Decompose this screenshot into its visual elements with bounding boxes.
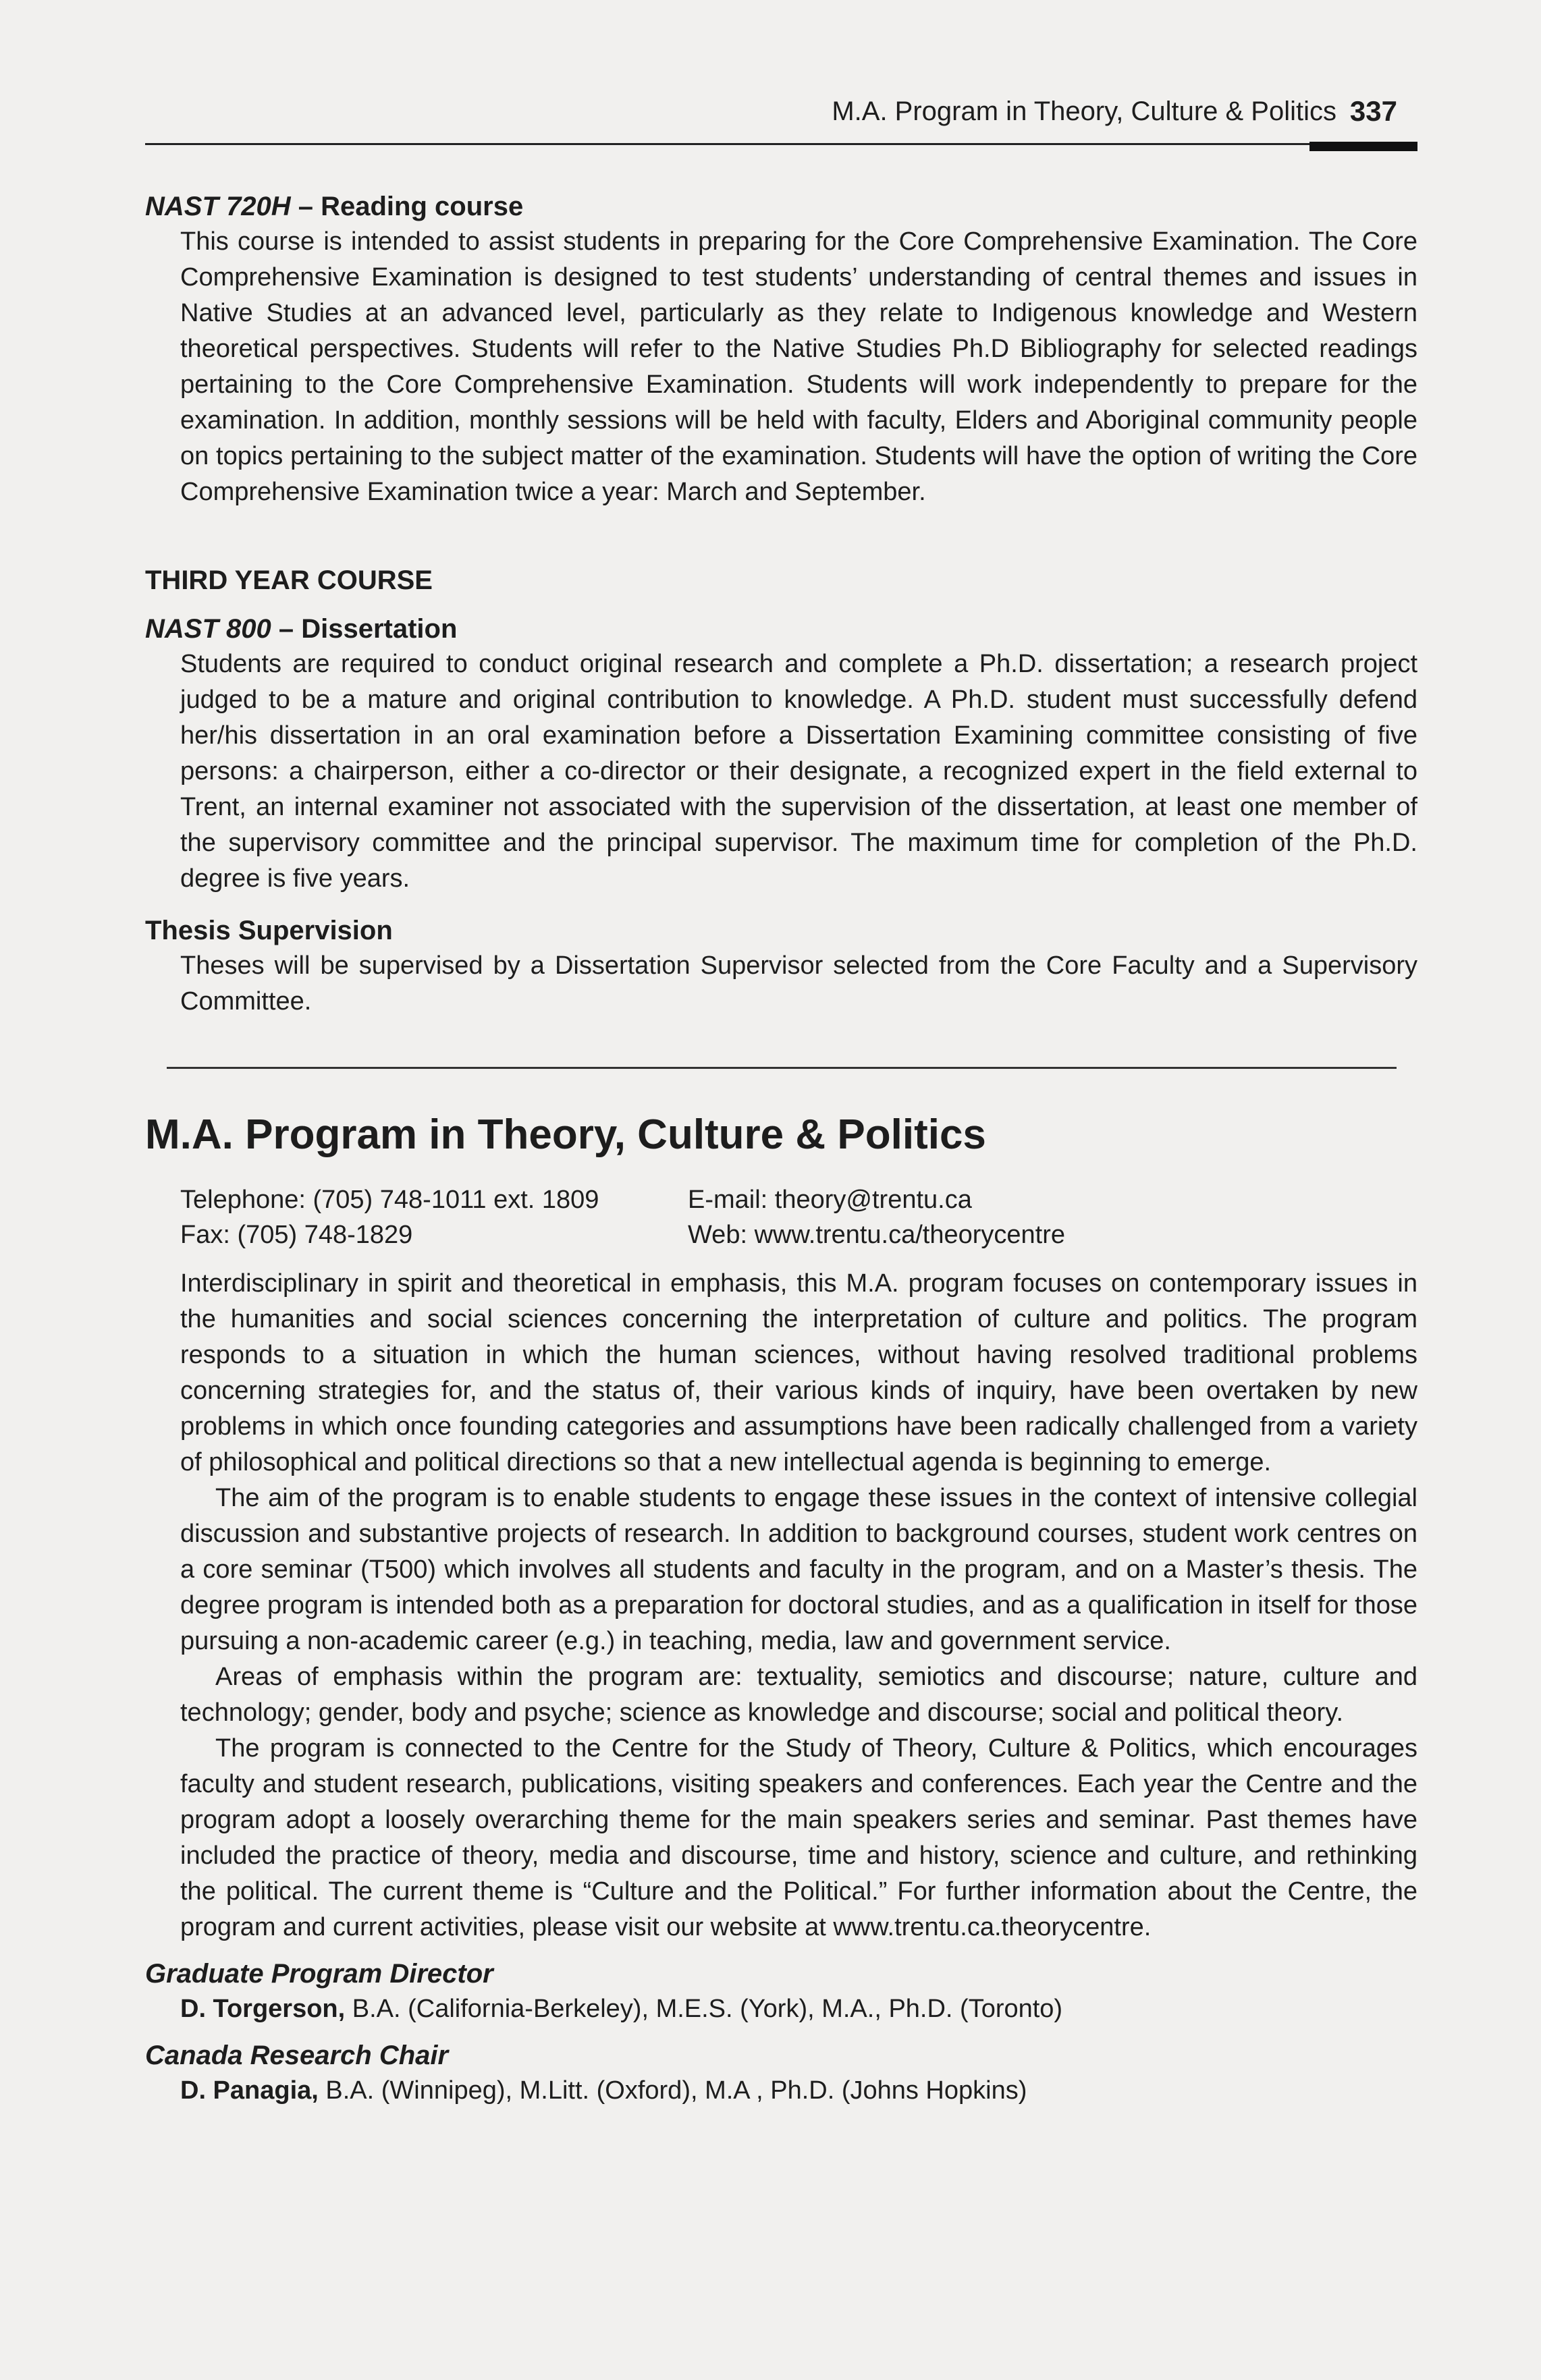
course-title-nast720	[145, 189, 1417, 224]
contact-row	[180, 1182, 1417, 1217]
section-divider	[167, 1067, 1397, 1069]
research-chair-credentials: B.A. (Winnipeg), M.Litt. (Oxford), M.A , Ph.D. (Johns Hopkins)	[318, 2076, 1027, 2105]
header-rule	[145, 143, 1417, 145]
program-paragraph: Areas of emphasis within the program are: textuality, semiotics and discourse; nature, culture and technology; gender, body and psyche; science as knowledge and discourse; social and political theory.	[180, 1663, 1417, 1727]
email-text: E-mail: theory@trentu.ca	[688, 1186, 972, 1214]
program-contact-block	[145, 1182, 1417, 1252]
research-chair-heading: Canada Research Chair	[145, 2041, 449, 2070]
course-name: Reading course	[321, 192, 524, 221]
contact-row	[180, 1217, 1417, 1252]
web-text: Web: www.trentu.ca/theorycentre	[688, 1221, 1065, 1249]
page-content	[145, 189, 1417, 2109]
thesis-supervision-text: Theses will be supervised by a Dissertation Supervisor selected from the Core Faculty and a Supervisory Committee.	[180, 951, 1417, 1016]
course-title-nast800	[145, 611, 1417, 646]
course-separator: –	[271, 614, 302, 644]
course-description-nast800: Students are required to conduct original research and complete a Ph.D. dissertation; a research project judged to be a mature and original contribution to knowledge. A Ph.D. student must successfully defend her/his dissertation in an oral examination before a Dissertation Examining committee consisting of five persons: a chairperson, either a co-director or their designate, a recognized expert in the field external to Trent, an internal examiner not associated with the supervision of the dissertation, at least one member of the supervisory committee and the principal supervisor. The maximum time for completion of the Ph.D. degree is five years.	[180, 650, 1417, 893]
header-tab-marker	[1309, 142, 1417, 151]
director-heading: Graduate Program Director	[145, 1959, 493, 1989]
page-number: 337	[1349, 95, 1397, 127]
research-chair-entry	[145, 2073, 1417, 2109]
director-entry	[145, 1991, 1417, 2027]
running-title: M.A. Program in Theory, Culture & Politics	[832, 96, 1336, 126]
program-description	[145, 1266, 1417, 1945]
course-separator: –	[290, 192, 321, 221]
thesis-supervision-heading: Thesis Supervision	[145, 916, 393, 945]
section-heading-third-year: THIRD YEAR COURSE	[145, 565, 433, 595]
course-description-nast720: This course is intended to assist students in preparing for the Core Comprehensive Examination. The Core Comprehensive Examination is designed to test students’ understanding of central themes and issues in Native Studies at an advanced level, particularly as they relate to Indigenous knowledge and Western theoretical perspectives. Students will refer to the Native Studies Ph.D Bibliography for selected readings pertaining to the Core Comprehensive Examination. Students will work independently to prepare for the examination. In addition, monthly sessions will be held with faculty, Elders and Aboriginal community people on topics pertaining to the subject matter of the examination. Students will have the option of writing the Core Comprehensive Examination twice a year: March and September.	[180, 227, 1417, 506]
program-paragraph: Interdisciplinary in spirit and theoretical in emphasis, this M.A. program focuses on contemporary issues in the humanities and social sciences concerning the interpretation of culture and politics. The program responds to a situation in which the human sciences, without having resolved traditional problems concerning strategies for, and the status of, their various kinds of inquiry, have been overtaken by new problems in which once founding categories and assumptions have been radically challenged from a variety of philosophical and political directions so that a new intellectual agenda is beginning to emerge.	[180, 1269, 1417, 1476]
research-chair-name: D. Panagia,	[180, 2076, 319, 2105]
program-paragraph: The aim of the program is to enable students to engage these issues in the context of intensive collegial discussion and substantive projects of research. In addition to background courses, student work centres on a core seminar (T500) which involves all students and faculty in the program, and on a Master’s thesis. The degree program is intended both as a preparation for doctoral studies, and as a qualification in itself for those pursuing a non-academic career (e.g.) in teaching, media, law and government service.	[180, 1484, 1417, 1655]
director-name: D. Torgerson,	[180, 1995, 346, 2023]
running-header	[145, 94, 1417, 142]
course-code: NAST 720H	[145, 192, 291, 221]
program-paragraph: The program is connected to the Centre for the Study of Theory, Culture & Politics, which encourages faculty and student research, publications, visiting speakers and conferences. Each year the Centre and the program adopt a loosely overarching theme for the main speakers series and seminar. Past themes have included the practice of theory, media and discourse, time and history, science and culture, and rethinking the political. The current theme is “Culture and the Political.” For further information about the Centre, the program and current activities, please visit our website at www.trentu.ca.theorycentre.	[180, 1734, 1417, 1941]
course-name: Dissertation	[301, 614, 458, 644]
program-title: M.A. Program in Theory, Culture & Politics	[145, 1111, 986, 1158]
director-credentials: B.A. (California-Berkeley), M.E.S. (York), M.A., Ph.D. (Toronto)	[345, 1995, 1063, 2023]
course-code: NAST 800	[145, 614, 271, 644]
telephone-text: Telephone: (705) 748-1011 ext. 1809	[180, 1186, 599, 1214]
fax-text: Fax: (705) 748-1829	[180, 1221, 413, 1249]
